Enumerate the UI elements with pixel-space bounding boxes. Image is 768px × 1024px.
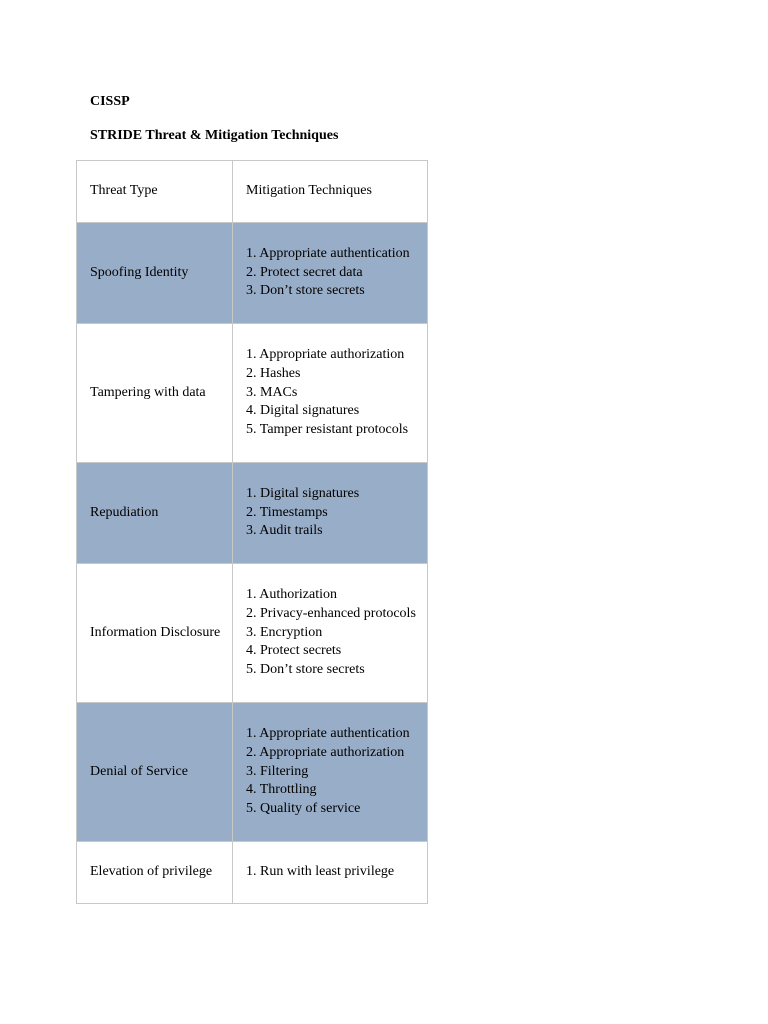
- threat-type-label: Information Disclosure: [90, 624, 221, 640]
- header-mitigation-label: Mitigation Techniques: [246, 183, 372, 199]
- document-subtitle: STRIDE Threat & Mitigation Techniques: [90, 128, 339, 143]
- threat-type-label: Repudiation: [90, 504, 159, 520]
- stride-table-body: [77, 161, 428, 904]
- mitigation-list: [246, 725, 421, 819]
- mitigation-item: 1. Digital signatures: [246, 485, 360, 501]
- mitigation-cell: [233, 564, 428, 703]
- mitigation-item: 5. Quality of service: [246, 801, 361, 817]
- table-row: [77, 463, 428, 564]
- mitigation-item: 4. Protect secrets: [246, 643, 342, 659]
- mitigation-item: 1. Authorization: [246, 587, 337, 602]
- mitigation-item: 2. Timestamps: [246, 504, 328, 520]
- threat-cell: [77, 564, 233, 703]
- mitigation-cell: [233, 324, 428, 463]
- table-row: [77, 703, 428, 842]
- mitigation-list: [246, 586, 421, 680]
- mitigation-cell: [233, 463, 428, 564]
- mitigation-item: 2. Appropriate authorization: [246, 744, 405, 760]
- stride-table: [76, 160, 428, 904]
- mitigation-item: 1. Run with least privilege: [246, 864, 395, 880]
- threat-type-label: Spoofing Identity: [90, 264, 189, 280]
- mitigation-item: 5. Tamper resistant protocols: [246, 422, 409, 438]
- mitigation-item: 5. Don’t store secrets: [246, 662, 365, 678]
- mitigation-cell: [233, 223, 428, 324]
- mitigation-item: 3. Audit trails: [246, 523, 323, 539]
- threat-cell: [77, 703, 233, 842]
- threat-type-label: Denial of Service: [90, 763, 188, 779]
- mitigation-item: 2. Hashes: [246, 365, 301, 381]
- threat-cell: [77, 223, 233, 324]
- mitigation-item: 1. Appropriate authentication: [246, 726, 410, 741]
- mitigation-cell: [233, 842, 428, 904]
- table-row: [77, 564, 428, 703]
- mitigation-item: 3. Filtering: [246, 763, 309, 779]
- header-threat-label: Threat Type: [90, 183, 158, 199]
- mitigation-item: 3. Encryption: [246, 624, 323, 640]
- mitigation-item: 2. Privacy-enhanced protocols: [246, 605, 416, 621]
- mitigation-item: 3. Don’t store secrets: [246, 283, 365, 299]
- mitigation-item: 3. MACs: [246, 384, 298, 400]
- table-row: [77, 324, 428, 463]
- table-row: [77, 842, 428, 904]
- threat-cell: [77, 324, 233, 463]
- table-row: [77, 223, 428, 324]
- mitigation-list: [246, 485, 421, 541]
- threat-type-label: Elevation of privilege: [90, 864, 213, 880]
- mitigation-item: 1. Appropriate authentication: [246, 245, 410, 261]
- mitigation-item: 4. Digital signatures: [246, 403, 360, 419]
- table-header-row: [77, 161, 428, 223]
- mitigation-item: 1. Appropriate authorization: [246, 347, 405, 362]
- mitigation-list: [246, 346, 421, 440]
- header-cell-threat: [77, 161, 233, 223]
- mitigation-list: [246, 863, 421, 882]
- mitigation-item: 2. Protect secret data: [246, 264, 363, 280]
- mitigation-item: 4. Throttling: [246, 782, 317, 798]
- threat-cell: [77, 463, 233, 564]
- mitigation-list: [246, 245, 421, 301]
- threat-cell: [77, 842, 233, 904]
- mitigation-cell: [233, 703, 428, 842]
- document-title: CISSP: [90, 94, 130, 109]
- header-cell-mitigation: [233, 161, 428, 223]
- threat-type-label: Tampering with data: [90, 384, 206, 400]
